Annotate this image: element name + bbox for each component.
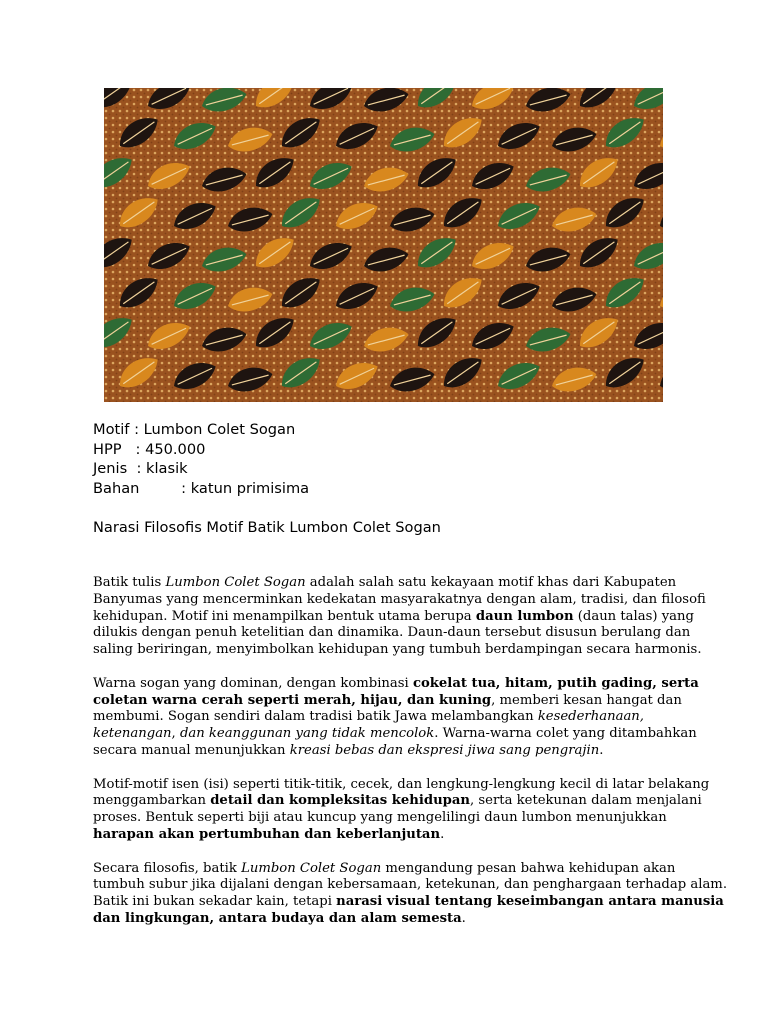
paragraph	[93, 575, 706, 659]
bold-text: narasi visual tentang keseimbangan antara manusia	[336, 894, 724, 910]
italic-text: kesederhanaan,	[537, 709, 644, 725]
meta-hpp-value: 450.000	[145, 440, 206, 458]
paragraph	[93, 675, 699, 760]
paragraph	[93, 776, 710, 844]
text-run: proses. Bentuk seperti biji atau kuncup yang mengelilingi daun lumbon menunjukkan	[93, 810, 667, 826]
text-line	[93, 625, 691, 642]
text-run: adalah salah satu kekayaan motif khas dari Kabupaten	[305, 575, 677, 590]
text-line	[93, 642, 702, 659]
text-line	[93, 693, 683, 710]
meta-sep: :	[129, 421, 144, 438]
batik-fabric-image	[104, 88, 663, 402]
text-run: Banyumas yang mencerminkan kedekatan masyarakatnya dengan alam, tradisi, dan filosofi	[93, 591, 706, 607]
meta-hpp	[93, 440, 309, 460]
text-run: ,	[171, 726, 180, 742]
italic-text: Lumbon Colet Sogan	[165, 575, 306, 590]
text-run: (daun talas) yang	[573, 608, 694, 624]
bold-text: coletan warna cerah seperti merah, hijau, dan kuning	[93, 692, 492, 708]
text-run: . Warna-warna colet yang ditambahkan	[434, 726, 697, 742]
text-run: kehidupan. Motif ini menampilkan bentuk utama berupa	[93, 608, 476, 624]
meta-hpp-label: HPP	[93, 440, 122, 458]
italic-text: ketenangan	[93, 726, 172, 742]
text-run: , memberi kesan hangat dan	[491, 692, 682, 708]
text-line	[93, 743, 683, 760]
text-line	[93, 675, 699, 693]
text-run: Secara filosofis, batik	[93, 860, 242, 876]
bold-text: dan lingkungan, antara budaya dan alam semesta	[93, 910, 462, 926]
italic-text: kreasi bebas dan ekspresi jiwa sang pengrajin	[289, 742, 600, 758]
italic-text: dan keanggunan yang tidak mencolok	[179, 726, 435, 742]
meta-jenis	[93, 459, 309, 479]
section-heading: Narasi Filosofis Motif Batik Lumbon Colet Sogan	[93, 519, 441, 536]
text-run: menggambarkan	[93, 793, 211, 809]
text-run: tumbuh subur jika dijalani dengan kebersamaan, ketekunan, dan penghargaan terhadap alam.	[93, 877, 728, 893]
text-line	[93, 911, 683, 928]
bold-text: daun lumbon	[475, 608, 574, 624]
meta-sep: :	[127, 460, 147, 478]
text-run: .	[440, 826, 445, 842]
text-run: saling beriringan, menyimbolkan kehidupan yang tumbuh berdampingan secara harmonis.	[93, 642, 702, 658]
meta-sep: :	[121, 440, 146, 458]
text-run: dilukis dengan penuh ketelitian dan dinamika. Daun-daun tersebut disusun berulang dan	[93, 625, 691, 641]
meta-bahan-value: katun primisima	[190, 479, 310, 497]
meta-jenis-value: klasik	[146, 460, 188, 478]
paragraph	[93, 860, 728, 928]
meta-sep: :	[139, 479, 191, 497]
bold-text: harapan akan pertumbuhan dan keberlanjutan	[93, 826, 441, 842]
text-line	[93, 726, 697, 743]
text-run: , serta ketekunan dalam menjalani	[470, 793, 702, 809]
text-line	[93, 709, 683, 726]
text-line	[93, 575, 683, 592]
narrative-body	[93, 575, 728, 945]
text-run: mengandung pesan bahwa kehidupan akan	[381, 860, 676, 876]
meta-motif-value: Lumbon Colet Sogan	[143, 421, 296, 438]
text-run: Batik ini bukan sekadar kain, tetapi	[93, 894, 337, 910]
meta-jenis-label: Jenis	[93, 460, 128, 478]
text-run: Warna sogan yang dominan, dengan kombinasi	[93, 675, 413, 691]
meta-bahan	[93, 479, 309, 499]
meta-motif-label: Motif	[93, 421, 130, 438]
text-run: .	[461, 910, 466, 926]
text-line	[93, 776, 710, 794]
bold-text: detail dan kompleksitas kehidupan	[210, 793, 471, 809]
text-line	[93, 861, 683, 878]
bold-text: cokelat tua, hitam, putih gading, serta	[412, 675, 699, 691]
text-run: Batik tulis	[93, 575, 166, 590]
product-meta	[93, 420, 309, 498]
text-line	[93, 591, 706, 609]
italic-text: Lumbon Colet Sogan	[241, 860, 382, 876]
text-line	[93, 608, 694, 626]
text-line	[93, 793, 702, 810]
text-line	[93, 827, 683, 844]
text-run: secara manual menunjukkan	[93, 742, 290, 758]
text-line	[93, 877, 728, 894]
text-line	[93, 894, 724, 911]
text-run: .	[599, 742, 604, 758]
text-line	[93, 810, 683, 827]
meta-bahan-label: Bahan	[93, 479, 140, 497]
text-run: membumi. Sogan sendiri dalam tradisi batik Jawa melambangkan	[93, 709, 538, 725]
text-run: Motif-motif isen (isi) seperti titik-titik, cecek, dan lengkung-lengkung kecil di latar belakang	[93, 776, 710, 792]
meta-motif	[93, 420, 309, 440]
